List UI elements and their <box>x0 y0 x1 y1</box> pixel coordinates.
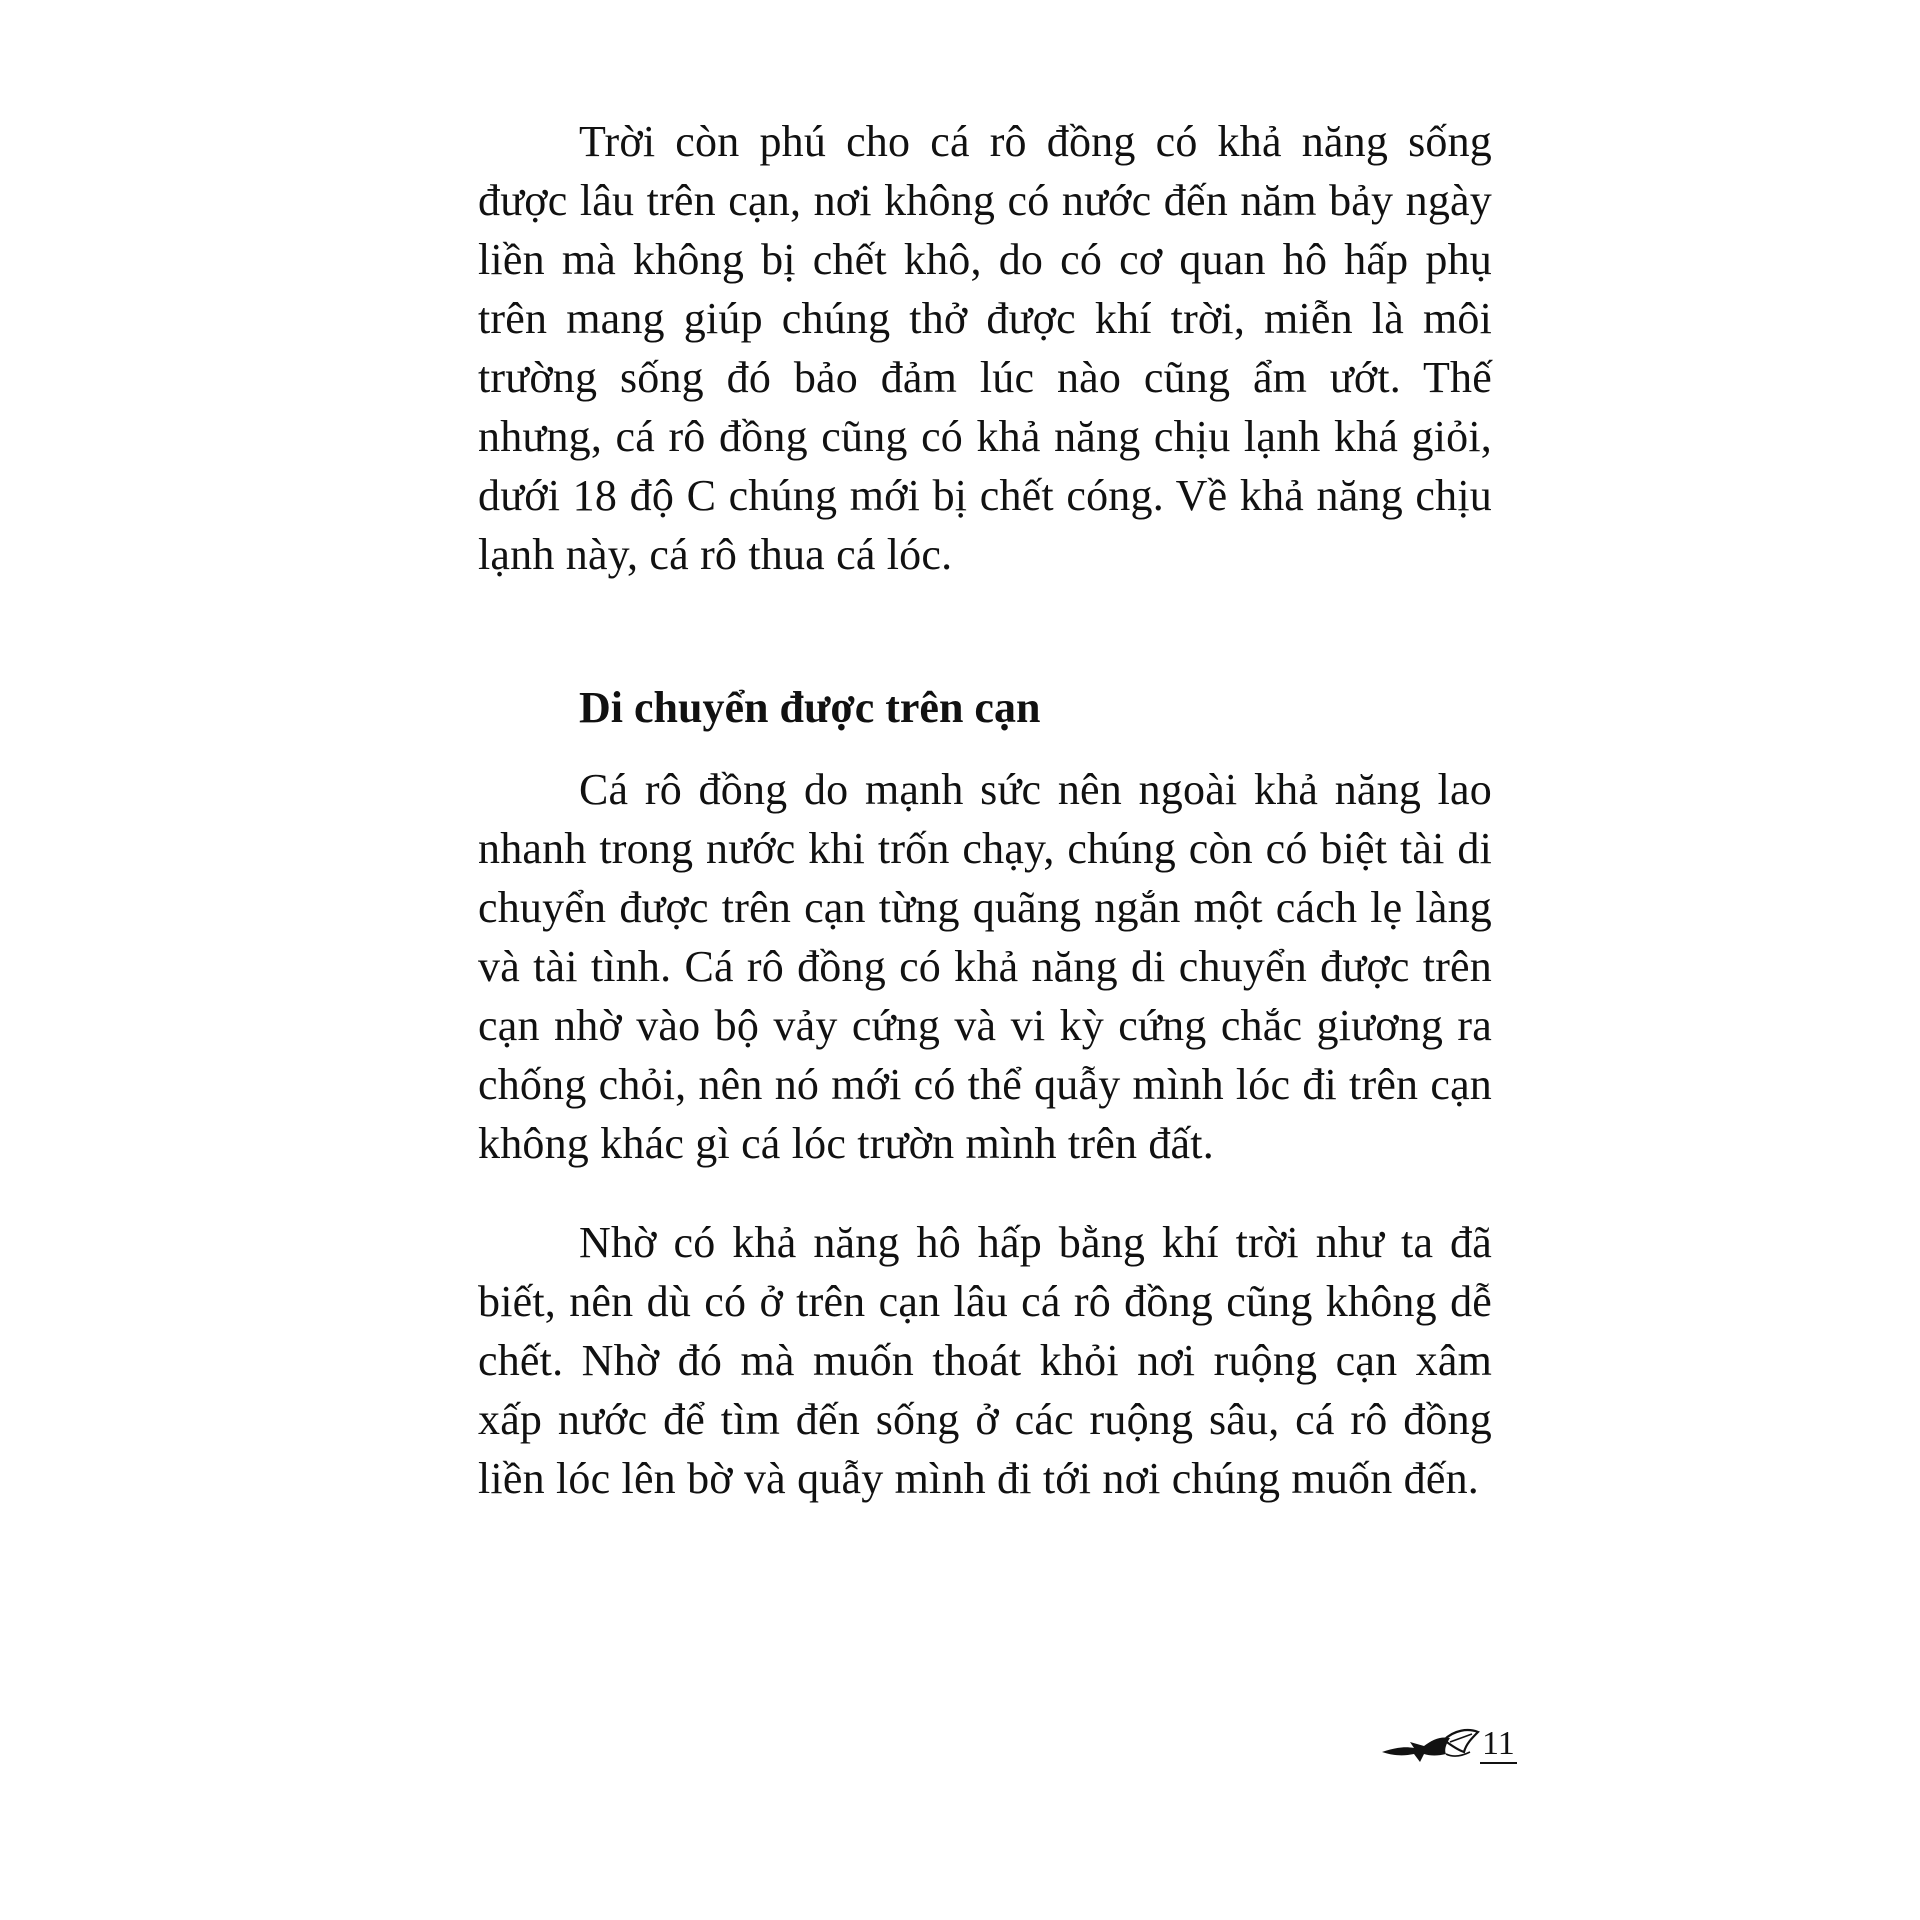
body-paragraph: Nhờ có khả năng hô hấp bằng khí trời như ta đã biết, nên dù có ở trên cạn lâu cá rô đồng cũng không dễ chết. Nhờ đó mà muốn thoát khỏi nơi ruộng cạn xâm xấp nước để tìm đến sống ở các ruộng sâu, cá rô đồng liền lóc lên bờ và quẫy mình đi tới nơi chúng muốn đến. <box>478 1218 1492 1503</box>
body-paragraph: Cá rô đồng do mạnh sức nên ngoài khả năng lao nhanh trong nước khi trốn chạy, chúng còn có biệt tài di chuyển được trên cạn từng quãng ngắn một cách lẹ làng và tài tình. Cá rô đồng có khả năng di chuyển được trên cạn nhờ vào bộ vảy cứng và vi kỳ cứng chắc giương ra chống chỏi, nên nó mới có thể quẫy mình lóc đi trên cạn không khác gì cá lóc trườn mình trên đất. <box>478 765 1492 1168</box>
page-body <box>478 112 1492 1508</box>
section-heading: Di chuyển được trên cạn <box>579 683 1041 732</box>
fish-ornament-icon <box>1380 1722 1488 1768</box>
page-number: 11 <box>1482 1725 1515 1762</box>
page-footer <box>1380 1718 1516 1770</box>
body-paragraph: Trời còn phú cho cá rô đồng có khả năng sống được lâu trên cạn, nơi không có nước đến năm bảy ngày liền mà không bị chết khô, do có cơ quan hô hấp phụ trên mang giúp chúng thở được khí trời, miễn là môi trường sống đó bảo đảm lúc nào cũng ẩm ướt. Thế nhưng, cá rô đồng cũng có khả năng chịu lạnh khá giỏi, dưới 18 độ C chúng mới bị chết cóng. Về khả năng chịu lạnh này, cá rô thua cá lóc. <box>478 117 1492 579</box>
